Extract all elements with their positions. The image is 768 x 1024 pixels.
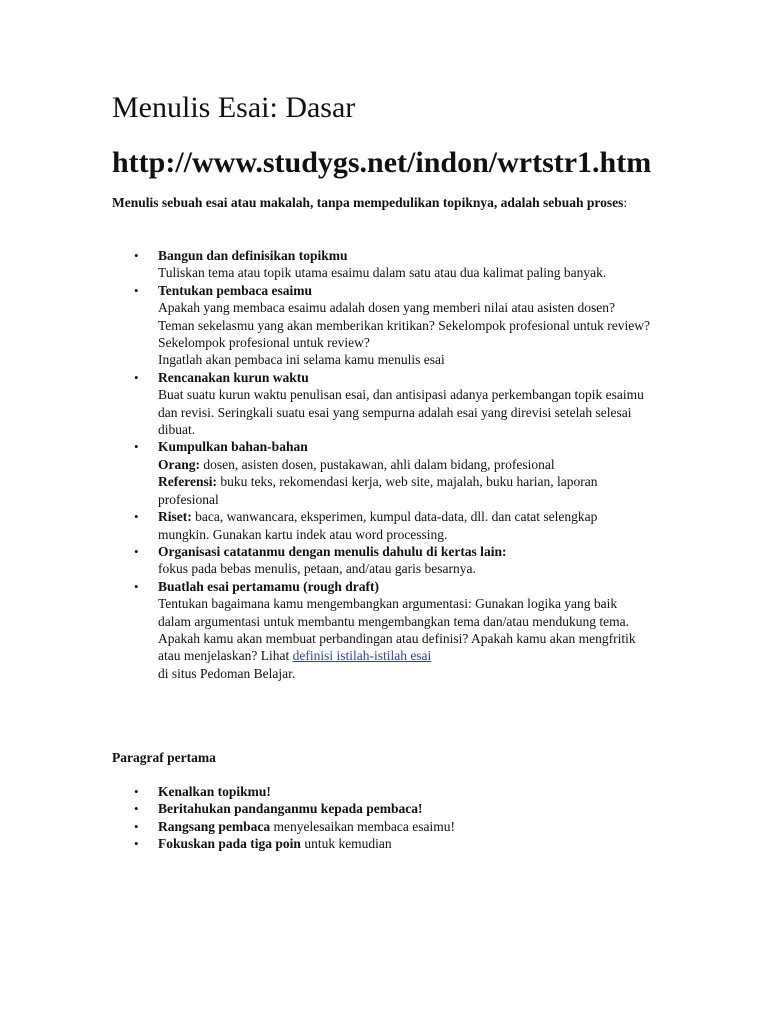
item-heading: Kenalkan topikmu! — [158, 784, 271, 799]
item-heading: Kumpulkan bahan-bahan — [158, 439, 308, 455]
item-text: Tuliskan tema atau topik utama esaimu dalam satu atau dua kalimat paling banyak. — [158, 265, 607, 281]
item-text: Apakah yang membaca esaimu adalah dosen yang memberi nilai atau asisten dosen? — [158, 300, 615, 316]
list-item — [112, 543, 652, 578]
label: Orang: — [158, 456, 200, 472]
bullet-icon: • — [134, 578, 139, 594]
labeled-line — [158, 473, 652, 508]
intro-paragraph — [112, 194, 652, 212]
intro-bold-text: Menulis sebuah esai atau makalah, tanpa mempedulikan topiknya, adalah sebuah proses — [112, 195, 624, 210]
labeled-line — [158, 456, 652, 473]
item-text: Tentukan bagaimana kamu mengembangkan argumentasi: Gunakan logika yang baik dalam argumentasi untuk membantu mengembangkan tema dan/atau mendukung tema. Apakah kamu akan membuat perbandingan atau definisi? Apakah kamu akan mengfritik atau menjelaskan? Lihat — [158, 596, 636, 664]
item-heading: Rencanakan kurun waktu — [158, 369, 309, 385]
item-text: Sekelompok profesional untuk review? — [158, 335, 370, 351]
item-heading: Organisasi catatanmu dengan menulis dahulu di kertas lain: — [158, 543, 507, 559]
list-item — [112, 835, 652, 852]
source-url: http://www.studygs.net/indon/wrtstr1.htm — [112, 146, 652, 179]
item-text: baca, wanwancara, eksperimen, kumpul data-data, dll. dan catat selengkap mungkin. Gunakan kartu indek atau word processing. — [158, 509, 598, 542]
bullet-icon: • — [134, 509, 139, 525]
item-text: Teman sekelasmu yang akan memberikan kritikan? Sekelompok profesional untuk review? — [158, 317, 651, 333]
label: Referensi: — [158, 474, 217, 490]
item-text: Buat suatu kurun waktu penulisan esai, dan antisipasi adanya perkembangan topik esaimu dan revisi. Seringkali suatu esai yang sempurna adalah esai yang direvisi setelah selesai dibuat. — [158, 387, 644, 438]
item-heading: Buatlah esai pertamamu (rough draft) — [158, 578, 379, 594]
intro-tail: : — [623, 195, 628, 210]
item-text: untuk kemudian — [300, 836, 392, 852]
list-item — [112, 247, 652, 282]
item-heading: Rangsang pembaca — [158, 818, 271, 834]
bullet-icon: • — [134, 784, 139, 799]
list-item — [112, 508, 652, 543]
list-item — [112, 800, 652, 817]
bullet-icon: • — [134, 818, 139, 834]
document-title: Menulis Esai: Dasar — [112, 91, 356, 124]
list-item — [112, 369, 652, 439]
bullet-icon: • — [134, 836, 139, 852]
list-item — [112, 282, 652, 369]
bullet-icon: • — [134, 439, 139, 455]
item-text: menyelesaikan membaca esaimu! — [270, 818, 455, 834]
item-text: Ingatlah akan pembaca ini selama kamu menulis esai — [158, 352, 445, 368]
bullet-icon: • — [134, 801, 139, 817]
steps-list — [112, 247, 652, 682]
bullet-icon: • — [134, 543, 139, 559]
list-item — [112, 438, 652, 508]
bullet-icon: • — [134, 248, 139, 263]
item-heading: Riset: — [158, 509, 192, 525]
item-heading: Bangun dan definisikan topikmu — [158, 248, 348, 263]
list-item — [112, 818, 652, 835]
label-text: dosen, asisten dosen, pustakawan, ahli dalam bidang, profesional — [200, 456, 555, 472]
section-heading: Paragraf pertama — [112, 750, 216, 765]
paragraph-list — [112, 783, 652, 853]
label-text: buku teks, rekomendasi kerja, web site, majalah, buku harian, laporan profesional — [158, 474, 598, 507]
item-text: fokus pada bebas menulis, petaan, and/atau garis besarnya. — [158, 561, 476, 577]
list-item — [112, 783, 652, 800]
bullet-icon: • — [134, 282, 139, 298]
list-item — [112, 578, 652, 682]
item-text: di situs Pedoman Belajar. — [158, 665, 296, 681]
glossary-link[interactable]: definisi istilah-istilah esai — [292, 648, 432, 664]
item-heading: Fokuskan pada tiga poin — [158, 836, 301, 852]
item-heading: Tentukan pembaca esaimu — [158, 282, 313, 298]
item-heading: Beritahukan pandanganmu kepada pembaca! — [158, 801, 423, 817]
bullet-icon: • — [134, 369, 139, 385]
